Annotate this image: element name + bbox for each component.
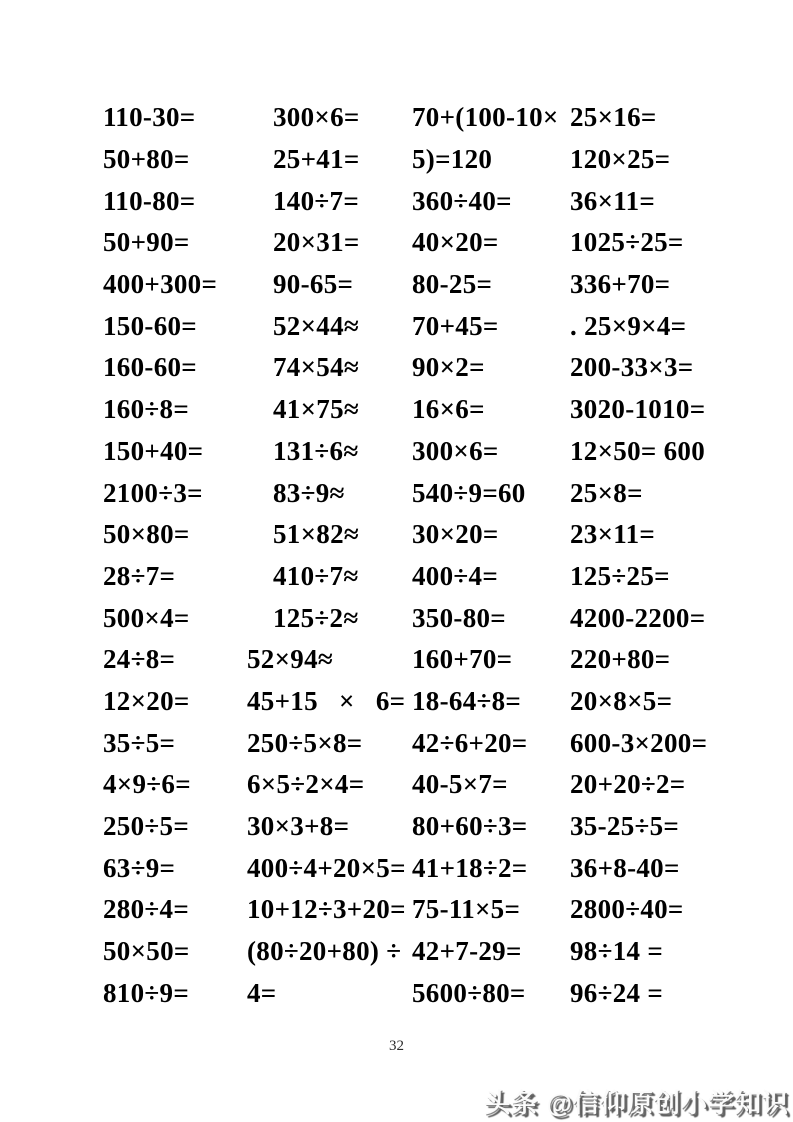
problem-cell: 150-60= [103,310,197,341]
problem-cell: (80÷20+80) ÷ [247,936,402,967]
problem-cell: 98÷14 = [570,936,664,967]
problem-cell: 5600÷80= [412,977,526,1008]
problem-row [0,222,793,264]
problem-cell: 336+70= [570,269,671,300]
problem-cell: 30×20= [412,519,499,550]
problem-row [0,389,793,431]
problem-cell: 90-65= [273,269,354,300]
problem-cell: 75-11×5= [412,894,521,925]
problem-cell: 23×11= [570,519,656,550]
problem-cell: 125÷2≈ [273,602,359,633]
problem-row [0,514,793,556]
problem-cell: 83÷9≈ [273,477,345,508]
problem-cell: 810÷9= [103,977,190,1008]
problem-cell: 10+12÷3+20= [247,894,406,925]
problem-cell: 4×9÷6= [103,769,191,800]
problem-row [0,764,793,806]
problem-cell: 35-25÷5= [570,811,680,842]
problem-row [0,431,793,473]
problem-cell: 131÷6≈ [273,435,359,466]
problem-cell: 4= [247,977,277,1008]
problem-row [0,847,793,889]
problem-cell: 400+300= [103,269,218,300]
problem-cell: 400÷4= [412,560,499,591]
problem-row [0,472,793,514]
problem-cell: 50×80= [103,519,190,550]
problem-cell: 30×3+8= [247,811,350,842]
problem-cell: 300×6= [412,435,499,466]
problem-cell: 220+80= [570,644,671,675]
problem-cell: 140÷7= [273,185,360,216]
problem-cell: 25×16= [570,102,657,133]
problem-cell: 70+(100-10× [412,102,559,133]
problem-row [0,347,793,389]
problem-cell: 6×5÷2×4= [247,769,365,800]
problem-cell: 120×25= [570,144,671,175]
problem-cell: 42+7-29= [412,936,522,967]
problem-cell: 45+15 × 6= [247,685,406,716]
problem-cell: 160-60= [103,352,197,383]
problem-cell: 110-30= [103,102,196,133]
problem-cell: 18-64÷8= [412,685,522,716]
problem-cell: 70+45= [412,310,499,341]
problem-cell: 5)=120 [412,144,493,175]
problem-row [0,806,793,848]
problem-cell: 50+90= [103,227,190,258]
problem-row [0,722,793,764]
problem-cell: 1025÷25= [570,227,684,258]
problem-cell: 540÷9=60 [412,477,526,508]
problem-cell: 3020-1010= [570,394,706,425]
problem-cell: 250÷5= [103,811,190,842]
problem-cell: 80-25= [412,269,493,300]
problem-cell: 52×44≈ [273,310,360,341]
problem-cell: 280÷4= [103,894,190,925]
problem-cell: 110-80= [103,185,196,216]
problem-cell: 52×94≈ [247,644,334,675]
problem-cell: 300×6= [273,102,360,133]
problem-cell: 600-3×200= [570,727,708,758]
problem-cell: 20+20÷2= [570,769,686,800]
problem-row [0,139,793,181]
problem-row [0,597,793,639]
problem-cell: 51×82≈ [273,519,360,550]
problem-cell: 36×11= [570,185,656,216]
problem-cell: 160+70= [412,644,513,675]
problem-cell: 24÷8= [103,644,176,675]
problem-cell: 63÷9= [103,852,176,883]
problem-cell: 400÷4+20×5= [247,852,406,883]
problem-cell: 80+60÷3= [412,811,528,842]
problem-cell: 250÷5×8= [247,727,363,758]
problem-cell: 2100÷3= [103,477,203,508]
problem-cell: 125÷25= [570,560,670,591]
problem-cell: 96÷24 = [570,977,664,1008]
problem-cell: 90×2= [412,352,485,383]
problem-cell: 200-33×3= [570,352,694,383]
problem-cell: 12×50= 600 [570,435,706,466]
problem-cell: 41+18÷2= [412,852,528,883]
problem-cell: 28÷7= [103,560,176,591]
problem-cell: 25+41= [273,144,360,175]
problem-cell: 360÷40= [412,185,512,216]
problem-row [0,180,793,222]
problem-row [0,264,793,306]
problem-cell: 36+8-40= [570,852,680,883]
problem-row [0,889,793,931]
problem-cell: 4200-2200= [570,602,706,633]
problem-row [0,556,793,598]
problem-cell: 12×20= [103,685,190,716]
problem-cell: 16×6= [412,394,485,425]
problem-cell: 50×50= [103,936,190,967]
problem-cell: 20×31= [273,227,360,258]
problem-row [0,972,793,1014]
problem-row [0,97,793,139]
problem-cell: 20×8×5= [570,685,673,716]
watermark: 头条 @信仰原创小学知识 [484,1088,789,1118]
problem-cell: 35÷5= [103,727,176,758]
problem-cell: 410÷7≈ [273,560,359,591]
problem-cell: 25×8= [570,477,643,508]
problem-cell: 350-80= [412,602,506,633]
problem-cell: 41×75≈ [273,394,360,425]
problem-cell: 2800÷40= [570,894,684,925]
problem-cell: 150+40= [103,435,204,466]
problem-cell: 74×54≈ [273,352,360,383]
page-number: 32 [389,1038,404,1054]
problem-cell: 500×4= [103,602,190,633]
problem-cell: 42÷6+20= [412,727,528,758]
problem-cell: 50+80= [103,144,190,175]
problem-row [0,305,793,347]
problem-row [0,931,793,973]
problem-cell: 40-5×7= [412,769,508,800]
problem-cell: . 25×9×4= [570,310,687,341]
problem-row [0,639,793,681]
problem-row [0,681,793,723]
problem-cell: 160÷8= [103,394,190,425]
problem-cell: 40×20= [412,227,499,258]
problems-grid [0,97,793,1014]
